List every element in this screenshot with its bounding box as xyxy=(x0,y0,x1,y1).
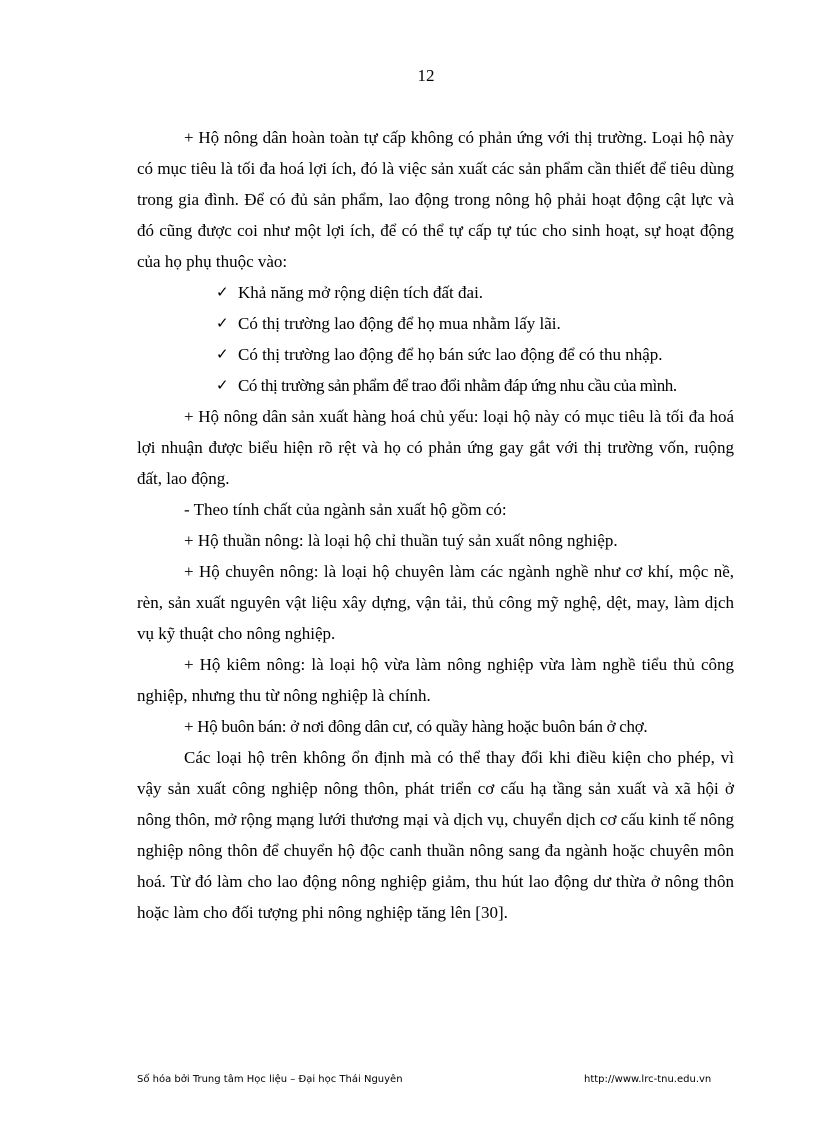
check-icon: ✓ xyxy=(216,345,229,363)
paragraph-mixed-household: + Hộ kiêm nông: là loại hộ vừa làm nông nghiệp vừa làm nghề tiểu thủ công nghiệp, nhưng thu từ nông nghiệp là chính. xyxy=(137,655,734,705)
list-item xyxy=(216,339,734,370)
paragraph-commodity-household: + Hộ nông dân sản xuất hàng hoá chủ yếu: loại hộ này có mục tiêu là tối đa hoá lợi nhuận được biểu hiện rõ rệt và họ có phản ứng gay gắt với thị trường vốn, ruộng đất, lao động. xyxy=(137,407,734,488)
paragraph-pure-farming-household: + Hộ thuần nông: là loại hộ chỉ thuần tuý sản xuất nông nghiệp. xyxy=(184,531,618,550)
footer-url: http://www.lrc-tnu.edu.vn xyxy=(584,1074,712,1085)
list-item-text: Khả năng mở rộng diện tích đất đai. xyxy=(238,283,484,302)
list-item-text: Có thị trường sản phẩm để trao đổi nhằm đáp ứng nhu cầu của mình. xyxy=(238,376,677,395)
footer-credit: Số hóa bởi Trung tâm Học liệu – Đại học Thái Nguyên xyxy=(137,1074,403,1085)
list-item-text: Có thị trường lao động để họ bán sức lao động để có thu nhập. xyxy=(238,345,663,364)
check-icon: ✓ xyxy=(216,283,229,301)
paragraph-conclusion: Các loại hộ trên không ổn định mà có thể thay đổi khi điều kiện cho phép, vì vậy sản xuất công nghiệp nông thôn, phát triển cơ cấu hạ tầng sản xuất và xã hội ở nông thôn, mở rộng mạng lưới thương mại và dịch vụ, chuyển dịch cơ cấu kinh tế nông nghiệp nông thôn để chuyển hộ độc canh thuần nông sang đa ngành hoặc chuyên môn hoá. Từ đó làm cho lao động nông nghiệp giảm, thu hút lao động dư thừa ở nông thôn hoặc làm cho đối tượng phi nông nghiệp tăng lên [30]. xyxy=(137,748,734,922)
page-number: 12 xyxy=(417,66,435,85)
paragraph-trading-household: + Hộ buôn bán: ở nơi đông dân cư, có quầy hàng hoặc buôn bán ở chợ. xyxy=(184,717,648,736)
list-item xyxy=(216,277,734,308)
check-icon: ✓ xyxy=(216,314,229,332)
list-item-text: Có thị trường lao động để họ mua nhằm lấy lãi. xyxy=(238,314,561,333)
check-icon: ✓ xyxy=(216,376,229,394)
paragraph-by-production-nature: - Theo tính chất của ngành sản xuất hộ gồm có: xyxy=(184,500,507,519)
paragraph-specialized-household: + Hộ chuyên nông: là loại hộ chuyên làm các ngành nghề như cơ khí, mộc nề, rèn, sản xuất nguyên vật liệu xây dựng, vận tải, thủ công mỹ nghệ, dệt, may, làm dịch vụ kỹ thuật cho nông nghiệp. xyxy=(137,562,734,643)
dependency-checklist xyxy=(137,277,734,401)
document-body xyxy=(137,122,734,928)
list-item xyxy=(216,308,734,339)
list-item xyxy=(216,370,734,401)
paragraph-self-sufficient-household: + Hộ nông dân hoàn toàn tự cấp không có phản ứng với thị trường. Loại hộ này có mục tiêu là tối đa hoá lợi ích, đó là việc sản xuất các sản phẩm cần thiết để tiêu dùng trong gia đình. Để có đủ sản phẩm, lao động trong nông hộ phải hoạt động cật lực và đó cũng được coi như một lợi ích, để có thể tự cấp tự túc cho sinh hoạt, sự hoạt động của họ phụ thuộc vào: xyxy=(137,128,734,271)
